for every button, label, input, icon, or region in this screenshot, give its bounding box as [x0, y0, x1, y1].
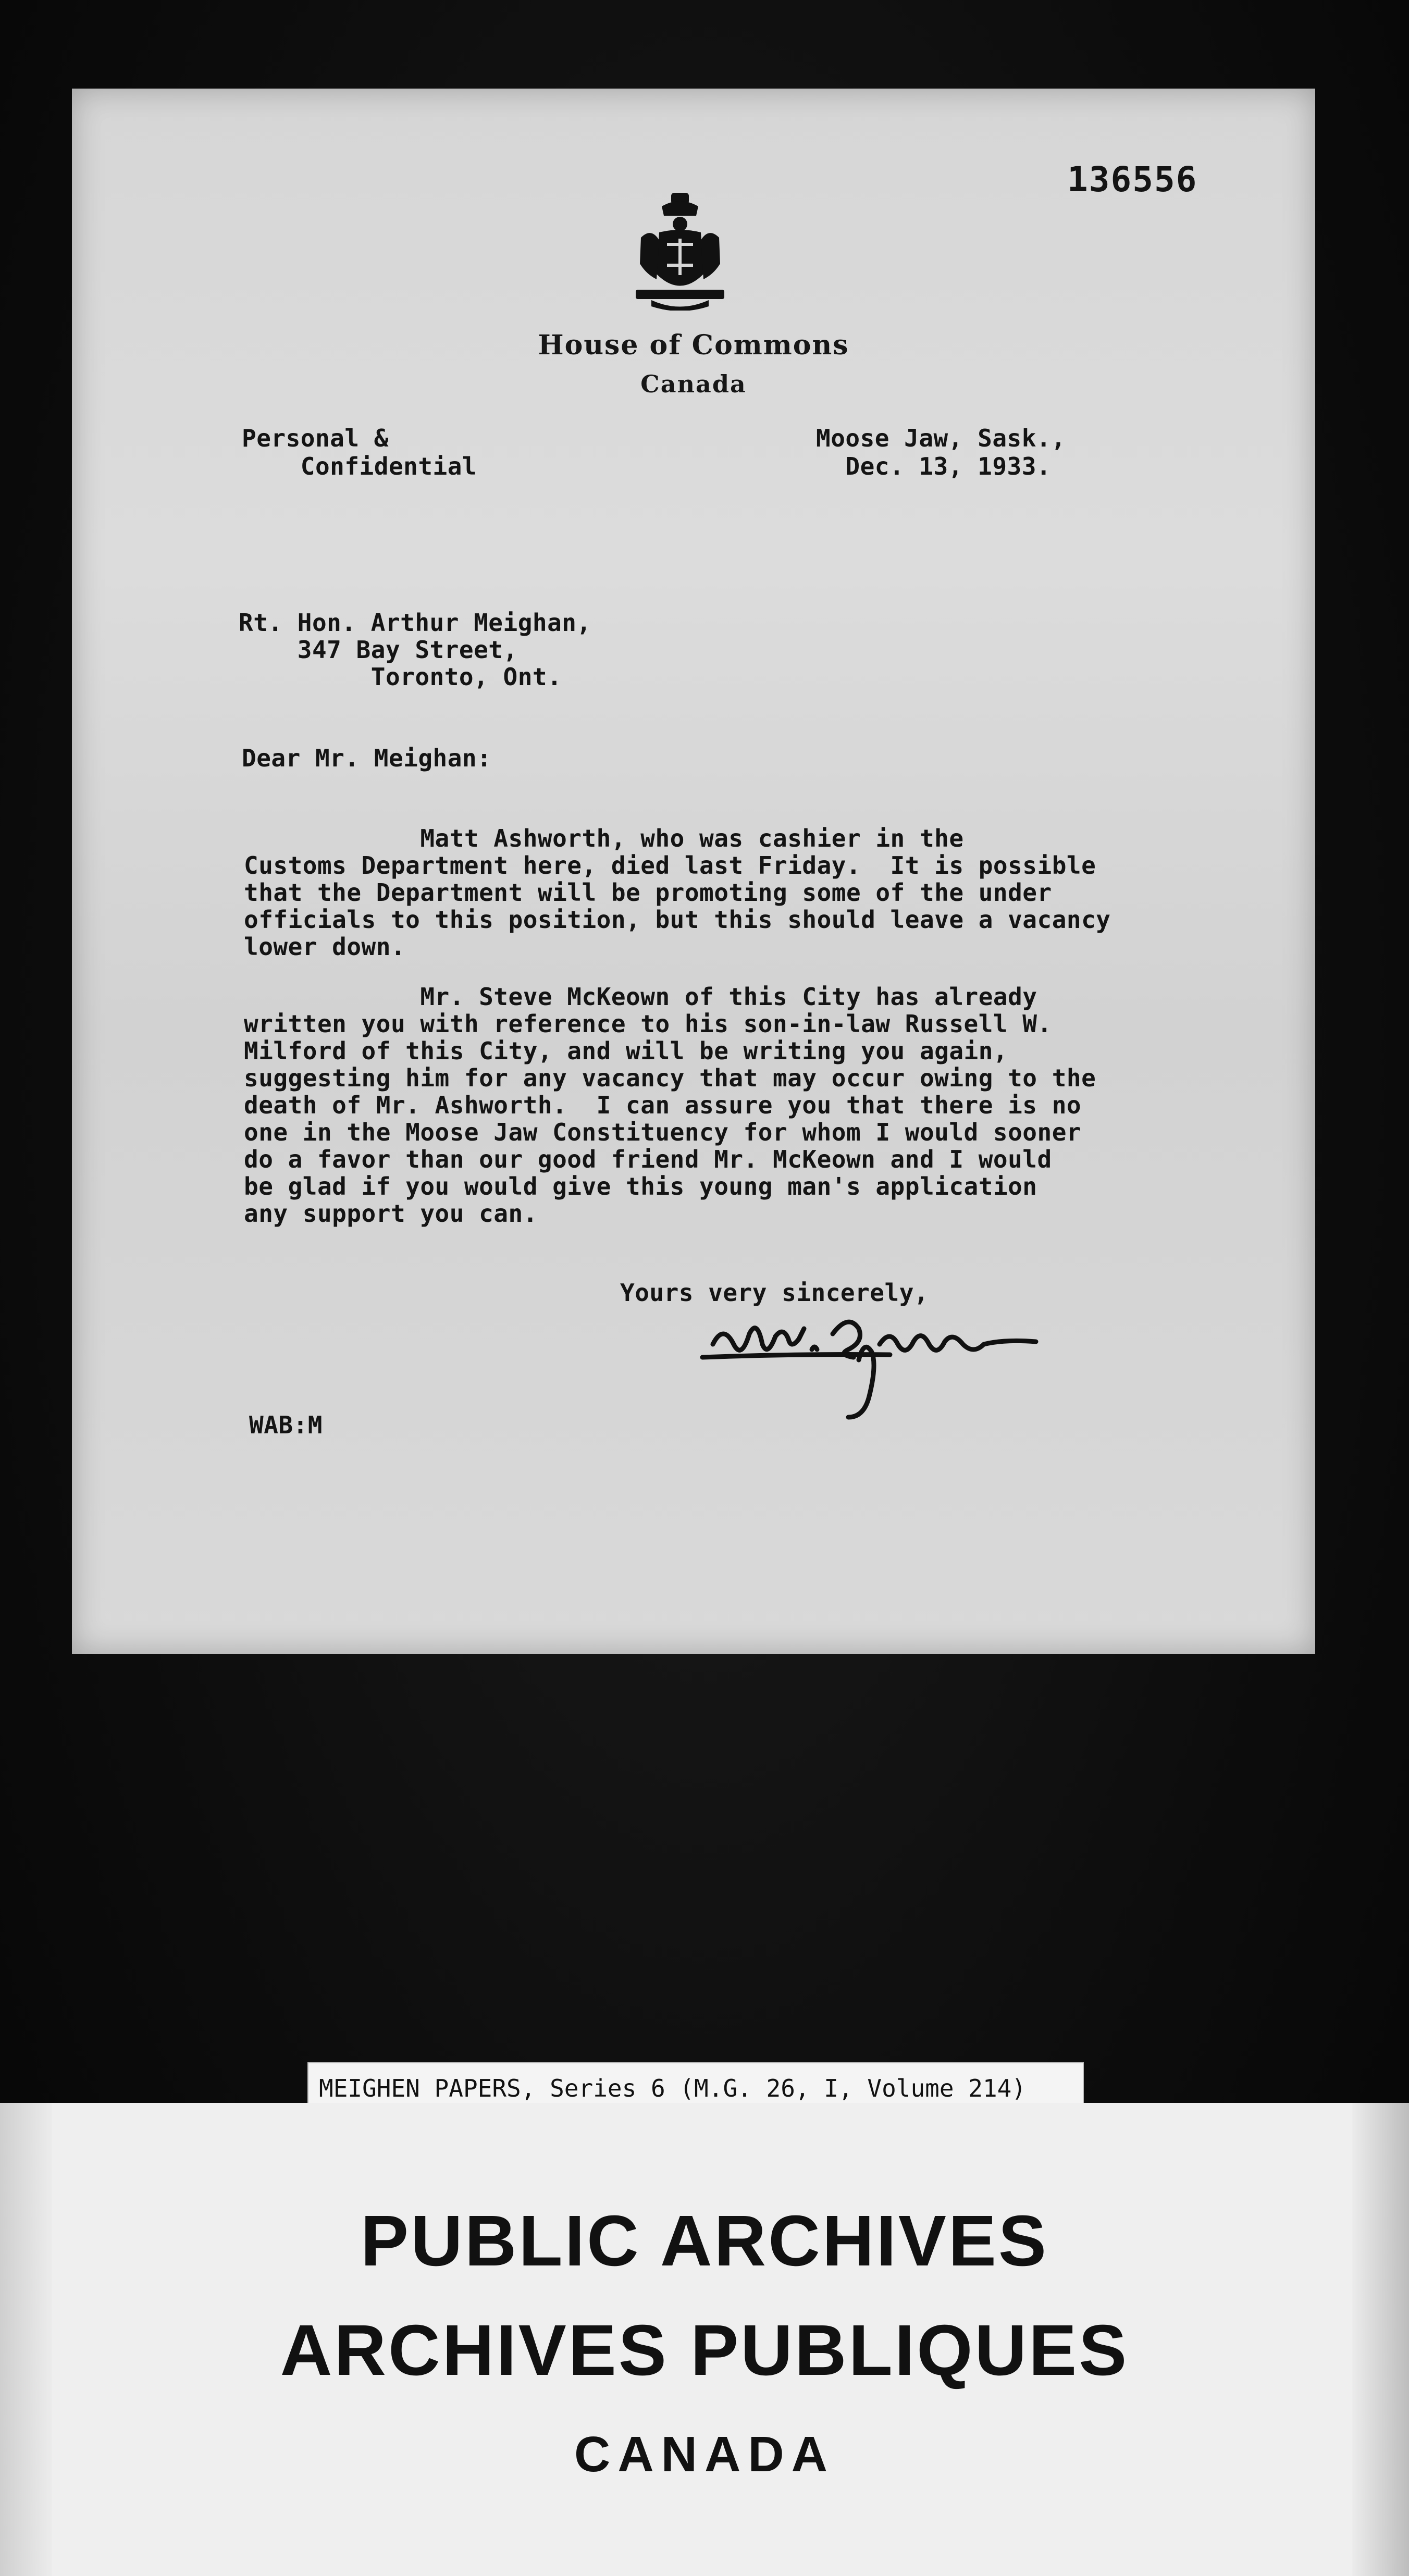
paragraph2-line-7: do a favor than our good friend Mr. McKeown and I would [244, 1145, 1052, 1173]
paragraph1-line-4: officials to this position, but this should leave a vacancy [244, 906, 1111, 934]
letterhead-subtitle: Canada [640, 370, 747, 398]
marking-line-1: Personal & [242, 424, 389, 452]
archives-line-country: CANADA [574, 2426, 835, 2482]
archives-line-english: PUBLIC ARCHIVES [361, 2201, 1048, 2281]
paragraph1-line-2: Customs Department here, died last Friday. It is possible [244, 851, 1096, 880]
salutation: Dear Mr. Meighan: [242, 744, 492, 772]
paragraph2-line-6: one in the Moose Jaw Constituency for whom I would sooner [244, 1118, 1082, 1146]
collection-label: MEIGHEN PAPERS, Series 6 (M.G. 26, I, Volume 214) [307, 2062, 1084, 2112]
address-line-2: 347 Bay Street, [239, 636, 518, 664]
archives-stamp [0, 2103, 1409, 2576]
paragraph1-line-1: Matt Ashworth, who was cashier in the [244, 824, 964, 852]
handwritten-signature [692, 1266, 1067, 1422]
typist-initials: WAB:M [249, 1411, 323, 1439]
paragraph1-line-5: lower down. [244, 933, 406, 961]
paragraph2-line-5: death of Mr. Ashworth. I can assure you that there is no [244, 1091, 1082, 1119]
paragraph1-line-3: that the Department will be promoting some of the under [244, 878, 1052, 907]
paragraph2-line-4: suggesting him for any vacancy that may occur owing to the [244, 1064, 1096, 1092]
paragraph2-line-9: any support you can. [244, 1199, 538, 1228]
paragraph2-line-2: written you with reference to his son-in-law Russell W. [244, 1010, 1052, 1038]
archives-line-french: ARCHIVES PUBLIQUES [280, 2310, 1129, 2391]
address-line-3: Toronto, Ont. [239, 663, 562, 691]
paragraph2-line-1: Mr. Steve McKeown of this City has already [244, 983, 1037, 1011]
place-line: Moose Jaw, Sask., [816, 424, 1066, 452]
marking-line-2: Confidential [242, 452, 477, 480]
paragraph2-line-8: be glad if you would give this young man's application [244, 1172, 1037, 1200]
letter-page [72, 89, 1315, 1654]
closing: Yours very sincerely, [620, 1279, 929, 1307]
paragraph2-line-3: Milford of this City, and will be writing you again, [244, 1037, 1008, 1065]
date-line: Dec. 13, 1933. [816, 452, 1052, 480]
document-number: 136556 [1067, 159, 1198, 200]
address-line-1: Rt. Hon. Arthur Meighan, [239, 609, 591, 637]
letterhead-title: House of Commons [538, 329, 849, 361]
